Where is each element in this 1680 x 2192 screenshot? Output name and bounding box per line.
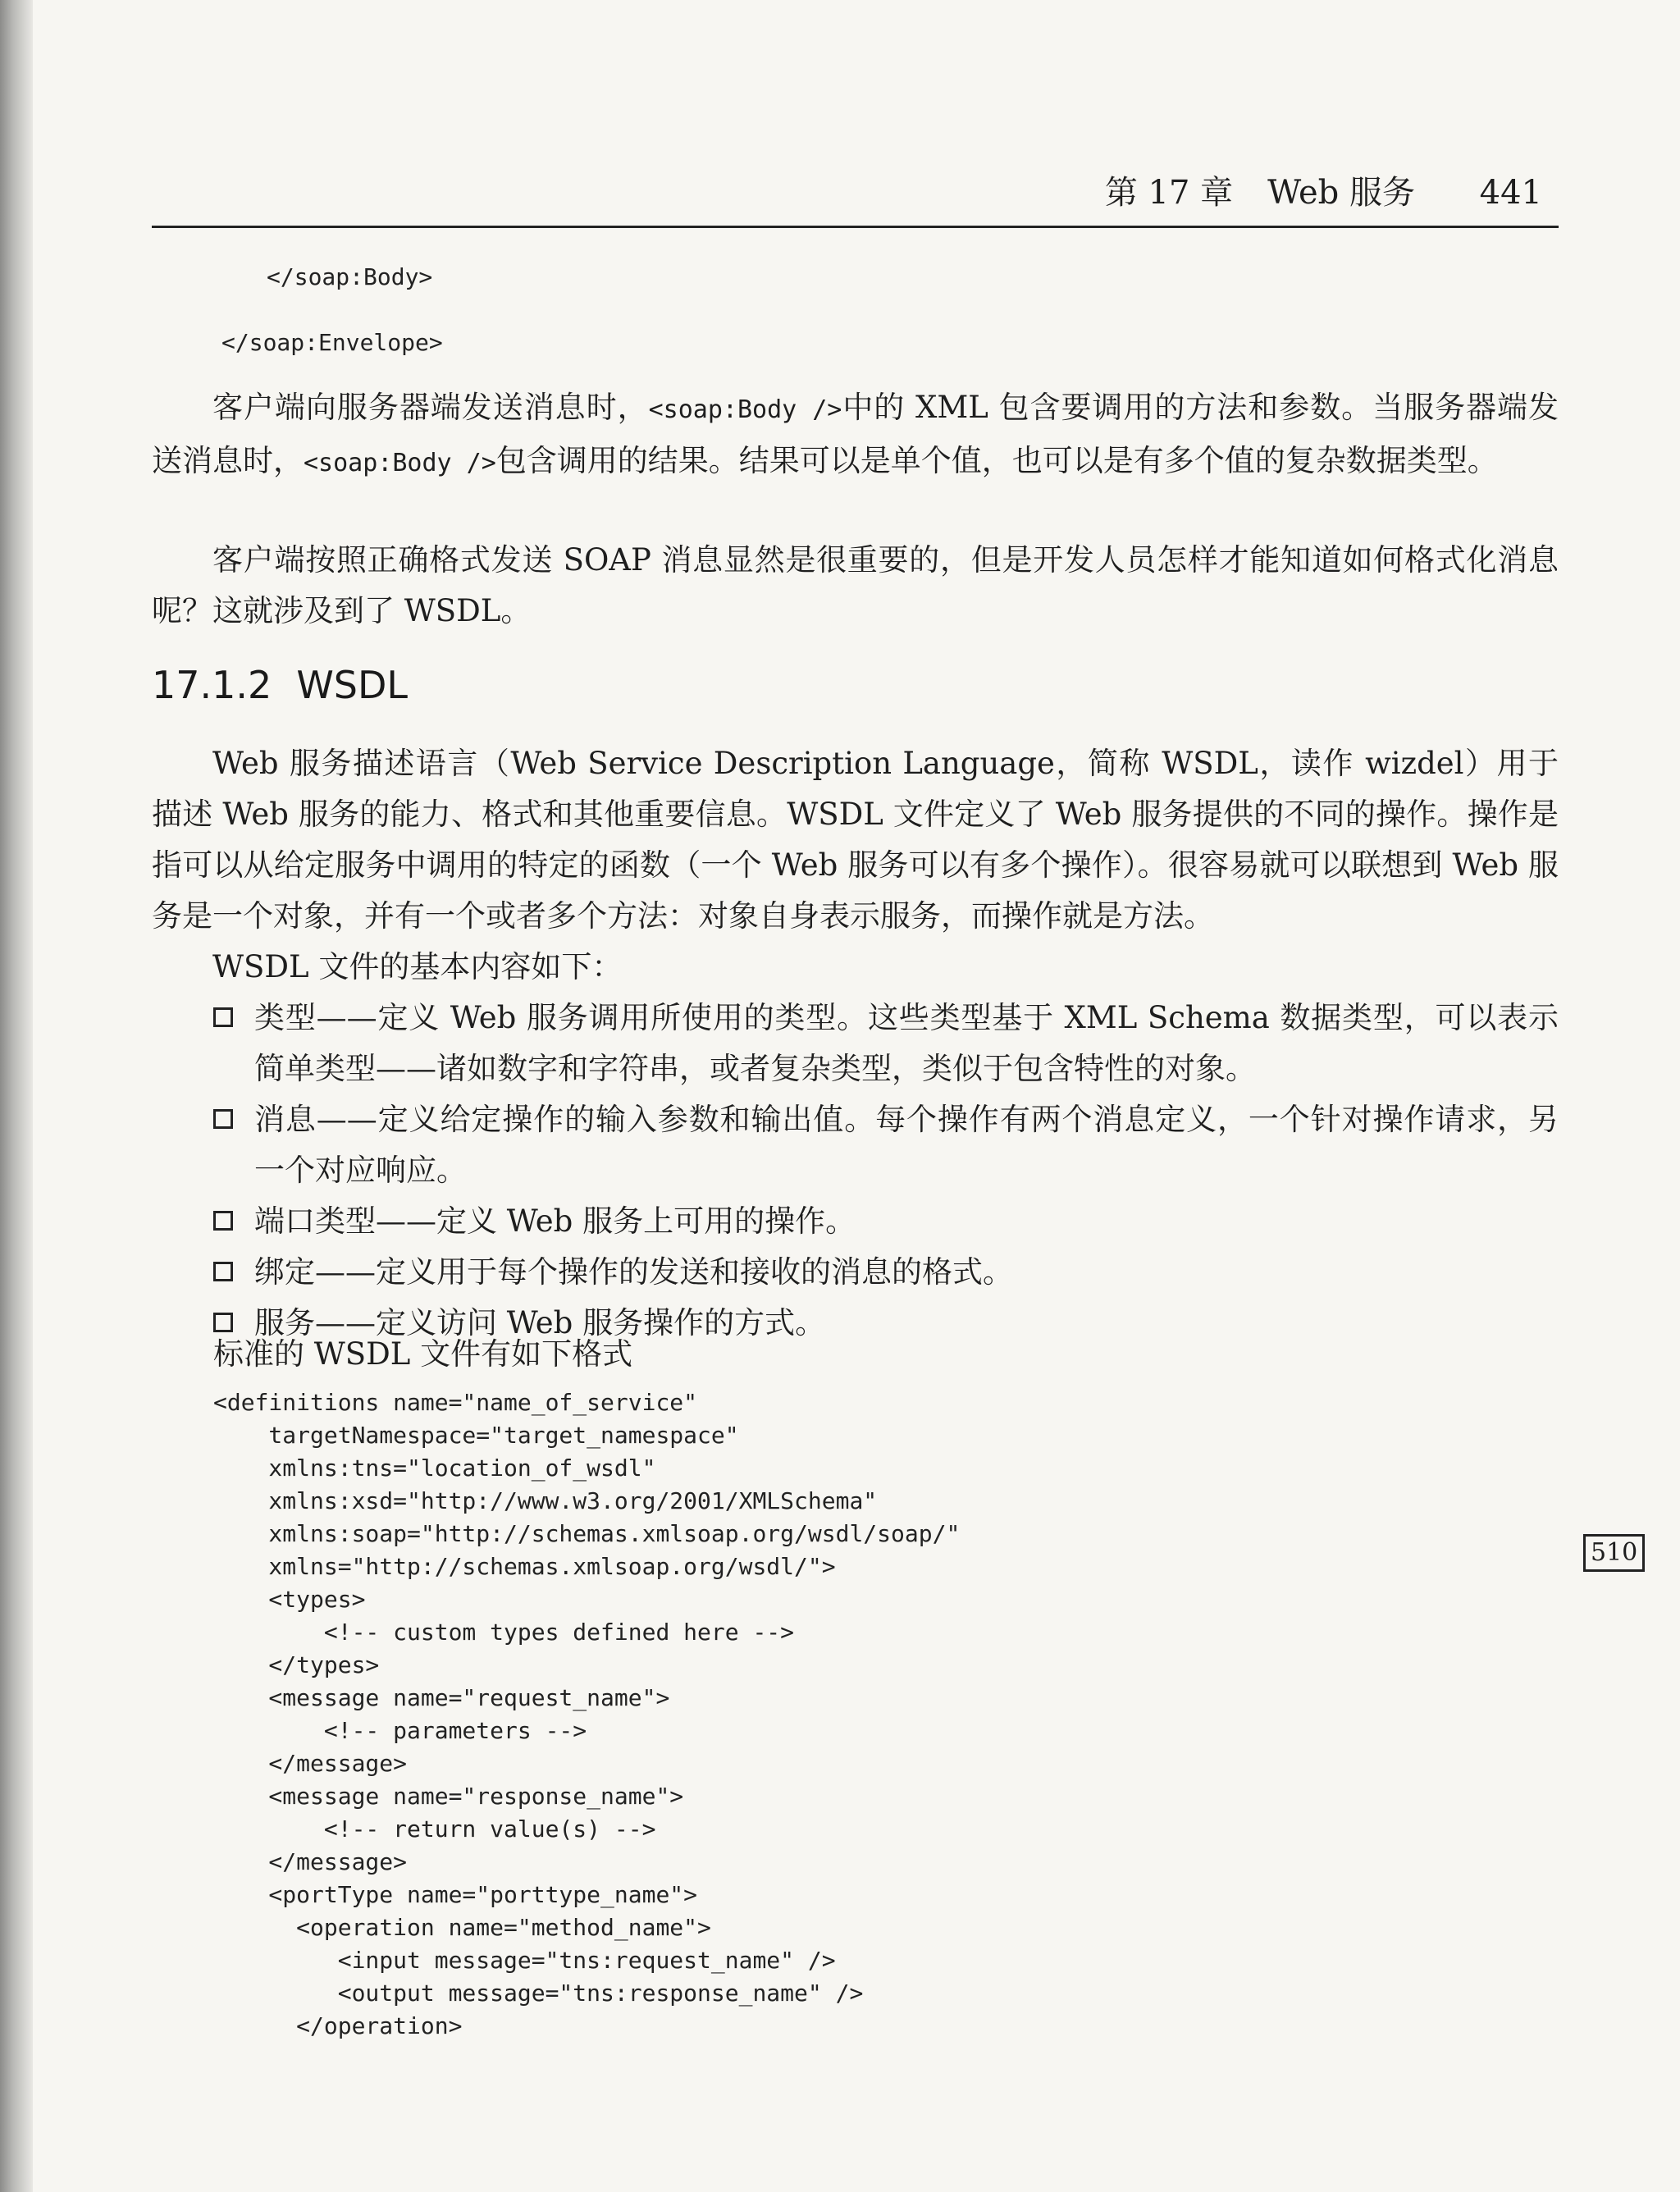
paragraph-wsdl-format: 标准的 WSDL 文件有如下格式 (213, 1336, 633, 1372)
list-item-types: 类型——定义 Web 服务调用所使用的类型。这些类型基于 XML Schema 数据类型，可以表示简单类型——诸如数字和字符串，或者复杂类型，类似于包含特性的对象。 (213, 993, 1559, 1094)
checkbox-bullet-icon (213, 1262, 233, 1281)
code-line: <input message="tns:request_name" /> (213, 1947, 836, 1974)
section-title: WSDL (296, 663, 409, 707)
paragraph-soap-format: 客户端按照正确格式发送 SOAP 消息显然是很重要的，但是开发人员怎样才能知道如何格式化消息呢？这就涉及到了 WSDL。 (152, 542, 1559, 628)
code-line: <message name="response_name"> (213, 1783, 684, 1810)
inline-code-soap-body: <soap:Body /> (304, 449, 496, 477)
paragraph-wsdl-contents: WSDL 文件的基本内容如下： (212, 949, 623, 984)
margin-page-reference: 510 (1583, 1534, 1645, 1572)
book-page (33, 0, 1680, 2192)
wsdl-elements-list (213, 993, 1559, 1349)
code-line: </operation> (213, 2012, 463, 2039)
code-line: </types> (213, 1651, 380, 1678)
running-header-chapter (1105, 168, 1415, 217)
page-binding-shadow (0, 0, 33, 2192)
code-line: <operation name="method_name"> (213, 1914, 711, 1941)
code-line: <types> (213, 1586, 366, 1613)
list-item-messages: 消息——定义给定操作的输入参数和输出值。每个操作有两个消息定义，一个针对操作请求，另一个对应响应。 (213, 1094, 1559, 1196)
inline-code-soap-body: <soap:Body /> (648, 395, 842, 424)
page-number: 441 (1479, 174, 1542, 212)
paragraph-wsdl-intro: Web 服务描述语言（Web Service Description Language，简称 WSDL，读作 wizdel）用于描述 Web 服务的能力、格式和其他重要信息。WSDL 文件定义了 Web 服务提供的不同的操作。操作是指可以从给定服务中调用的特定的函数（一个 Web 服务可以有多个操作）。很容易就可以联想到 Web 服务是一个对象，并有一个或者多个方法：对象自身表示服务，而操作就是方法。 (152, 746, 1559, 934)
code-line: <!-- parameters --> (213, 1717, 587, 1744)
code-line: xmlns:tns="location_of_wsdl" (213, 1454, 656, 1482)
code-line: <definitions name="name_of_service" (213, 1389, 698, 1416)
code-line: <!-- return value(s) --> (213, 1815, 656, 1843)
list-item-service: 服务——定义访问 Web 服务操作的方式。 (213, 1298, 1559, 1349)
code-line: <!-- custom types defined here --> (213, 1619, 795, 1646)
code-line: <output message="tns:response_name" /> (213, 1980, 864, 2007)
running-header (152, 168, 1559, 228)
checkbox-bullet-icon (213, 1109, 233, 1129)
chapter-title: Web 服务 (1267, 174, 1415, 212)
code-line: </message> (213, 1750, 408, 1777)
section-heading (152, 660, 408, 710)
code-line-soap-body-close: </soap:Body> (267, 263, 433, 290)
code-line: <portType name="porttype_name"> (213, 1881, 698, 1908)
list-item-binding: 绑定——定义用于每个操作的发送和接收的消息的格式。 (213, 1247, 1559, 1298)
checkbox-bullet-icon (213, 1211, 233, 1231)
section-number: 17.1.2 (152, 663, 272, 707)
code-line: xmlns:soap="http://schemas.xmlsoap.org/wsdl/soap/" (213, 1520, 961, 1547)
paragraph-soap-body: 客户端向服务器端发送消息时，<soap:Body />中的 XML 包含要调用的方法和参数。当服务器端发送消息时，<soap:Body />包含调用的结果。结果可以是单个值，也可以是有多个值的复杂数据类型。 (152, 390, 1559, 478)
code-line: xmlns="http://schemas.xmlsoap.org/wsdl/"> (213, 1553, 836, 1580)
checkbox-bullet-icon (213, 1007, 233, 1027)
chapter-label: 第 17 章 (1104, 174, 1234, 212)
list-item-port-type: 端口类型——定义 Web 服务上可用的操作。 (213, 1196, 1559, 1247)
code-line: targetNamespace="target_namespace" (213, 1422, 739, 1449)
code-line-soap-envelope-close: </soap:Envelope> (221, 329, 443, 356)
code-line: </message> (213, 1848, 408, 1875)
code-line: <message name="request_name"> (213, 1684, 670, 1711)
code-line: xmlns:xsd="http://www.w3.org/2001/XMLSchema" (213, 1487, 878, 1514)
